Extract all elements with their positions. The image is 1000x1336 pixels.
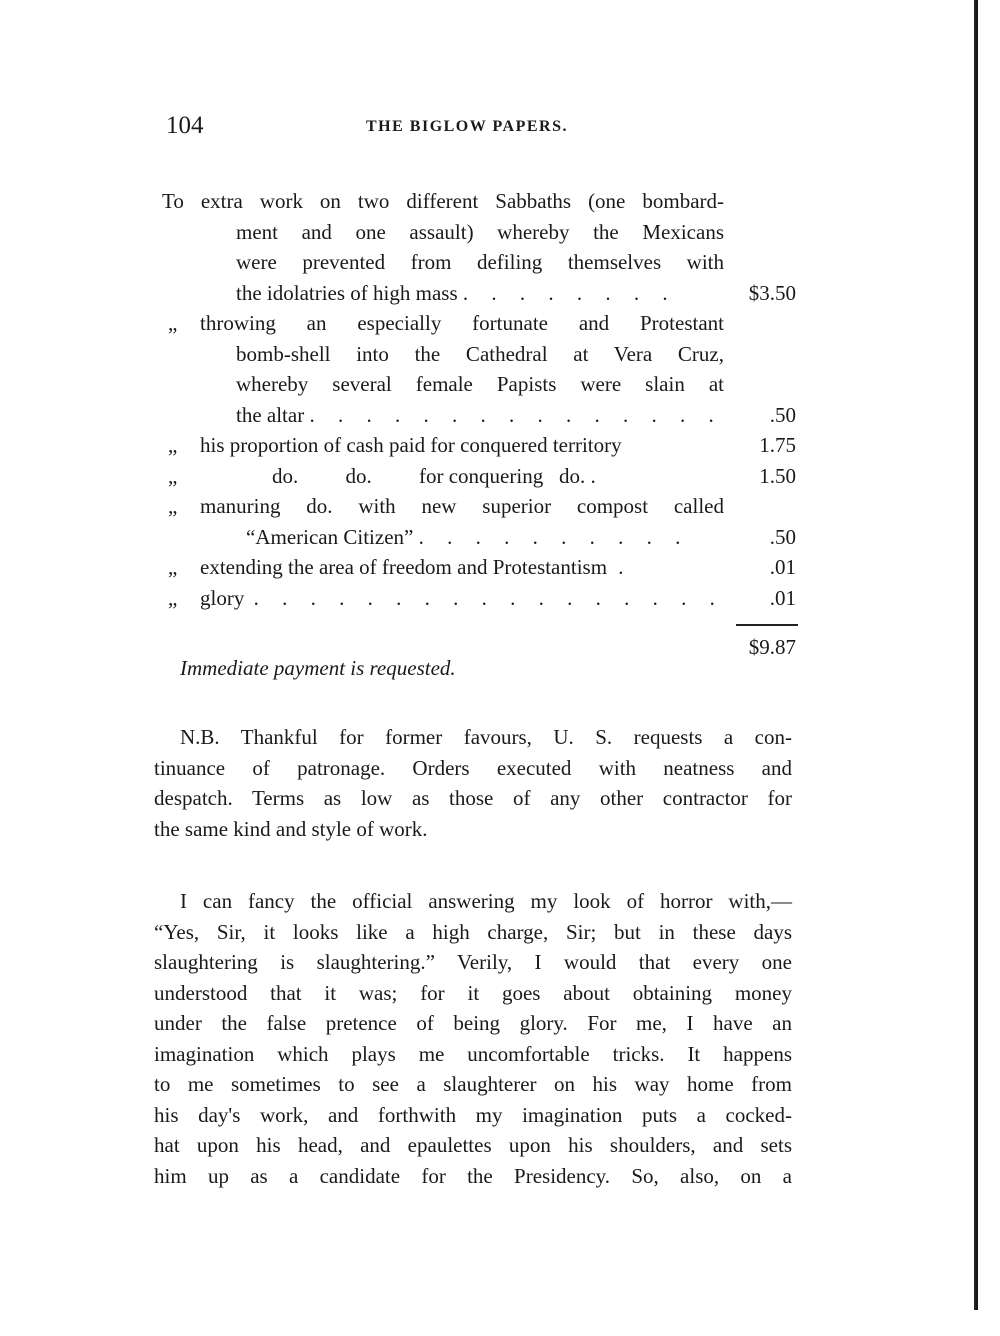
ledger-line: “American Citizen”: [246, 524, 414, 549]
ledger-line: manuring do. with new superior compost called: [200, 494, 724, 518]
dot-leader: . . . . . . . . . .: [418, 524, 690, 549]
account-ledger: [160, 186, 800, 659]
ledger-line: extending the area of freedom and Protestantism: [200, 555, 608, 579]
ledger-amount: 1.50: [759, 463, 796, 488]
ledger-item-glory: [160, 583, 800, 614]
paragraph-line: under the false pretence of being glory. For me, I have an: [154, 1011, 792, 1035]
ledger-line: the altar: [236, 402, 305, 427]
paragraph-line: his day's work, and forthwith my imagination puts a cocked-: [154, 1102, 792, 1127]
paragraph-line: him up as a candidate for the Presidency. So, also, on a: [154, 1163, 792, 1188]
ledger-line: glory: [200, 585, 245, 610]
paragraph-line: N.B. Thankful for former favours, U. S. requests a con-: [180, 725, 792, 749]
paragraph-line: to me sometimes to see a slaughterer on his way home from: [154, 1072, 792, 1096]
page-header: [166, 112, 806, 152]
ledger-amount: .01: [769, 555, 796, 579]
ledger-item-bombshell: [160, 308, 800, 430]
paragraph-line: hat upon his head, and epaulettes upon his shoulders, and sets: [154, 1133, 792, 1157]
paragraph-line: understood that it was; for it goes about obtaining money: [154, 980, 792, 1005]
ledger-line: To extra work on two different Sabbaths (one bombard-: [162, 189, 724, 213]
ledger-line: whereby several female Papists were slain at: [236, 372, 724, 396]
paragraph-line: “Yes, Sir, it looks like a high charge, Sir; but in these days: [154, 919, 792, 944]
dot-leader: . . . . . . . . . . . . . . .: [309, 402, 723, 427]
page-edge-shadow: [974, 0, 978, 1310]
payment-note: Immediate payment is requested.: [180, 656, 456, 680]
paragraph-line: slaughtering is slaughtering.” Verily, I would that every one: [154, 950, 792, 974]
page-number: 104: [166, 112, 204, 139]
ledger-line: bomb-shell into the Cathedral at Vera Cruz,: [236, 341, 724, 366]
ditto-mark: „: [168, 433, 178, 457]
ledger-line: do. do. for conquering do.: [272, 463, 586, 488]
nb-paragraph: [154, 722, 792, 844]
ledger-amount: .50: [769, 524, 796, 549]
paragraph-line: tinuance of patronage. Orders executed with neatness and: [154, 755, 792, 780]
ledger-line: throwing an especially fortunate and Protestant: [200, 311, 724, 335]
running-title: THE BIGLOW PAPERS.: [366, 118, 568, 135]
ledger-item-sabbaths: [160, 186, 800, 308]
ledger-amount: 1.75: [759, 433, 796, 457]
ledger-total: $9.87: [748, 635, 796, 659]
dot-leader: . . . . . . . .: [462, 280, 677, 305]
ditto-mark: „: [168, 494, 178, 518]
ledger-amount: $3.50: [748, 280, 796, 305]
ditto-mark: „: [168, 311, 178, 335]
paragraph-line: imagination which plays me uncomfortable tricks. It happens: [154, 1041, 792, 1066]
ledger-line: ment and one assault) whereby the Mexicans: [236, 219, 724, 244]
ledger-line: the idolatries of high mass: [236, 280, 458, 305]
ledger-amount: .50: [769, 402, 796, 427]
ledger-item-freedom: [160, 552, 800, 583]
paragraph-line: despatch. Terms as low as those of any other contractor for: [154, 786, 792, 810]
ditto-mark: „: [168, 555, 178, 579]
paragraph-line: the same kind and style of work.: [154, 816, 428, 841]
ledger-item-conquered-territory: [160, 430, 800, 461]
main-paragraph: [154, 886, 792, 1191]
dot-leader: . . . . . . . . . . . . . . . . .: [253, 585, 724, 610]
ditto-mark: „: [168, 585, 178, 610]
ledger-item-manuring: [160, 491, 800, 552]
ledger-line: were prevented from defiling themselves with: [236, 250, 724, 274]
total-rule: [736, 624, 798, 626]
ledger-item-conquering: [160, 461, 800, 492]
dot-leader: .: [590, 463, 605, 488]
ledger-amount: .01: [769, 585, 796, 610]
ledger-line: his proportion of cash paid for conquered territory: [200, 433, 622, 457]
paragraph-line: I can fancy the official answering my look of horror with,—: [180, 889, 792, 913]
ditto-mark: „: [168, 463, 178, 488]
dot-leader: .: [618, 555, 633, 579]
